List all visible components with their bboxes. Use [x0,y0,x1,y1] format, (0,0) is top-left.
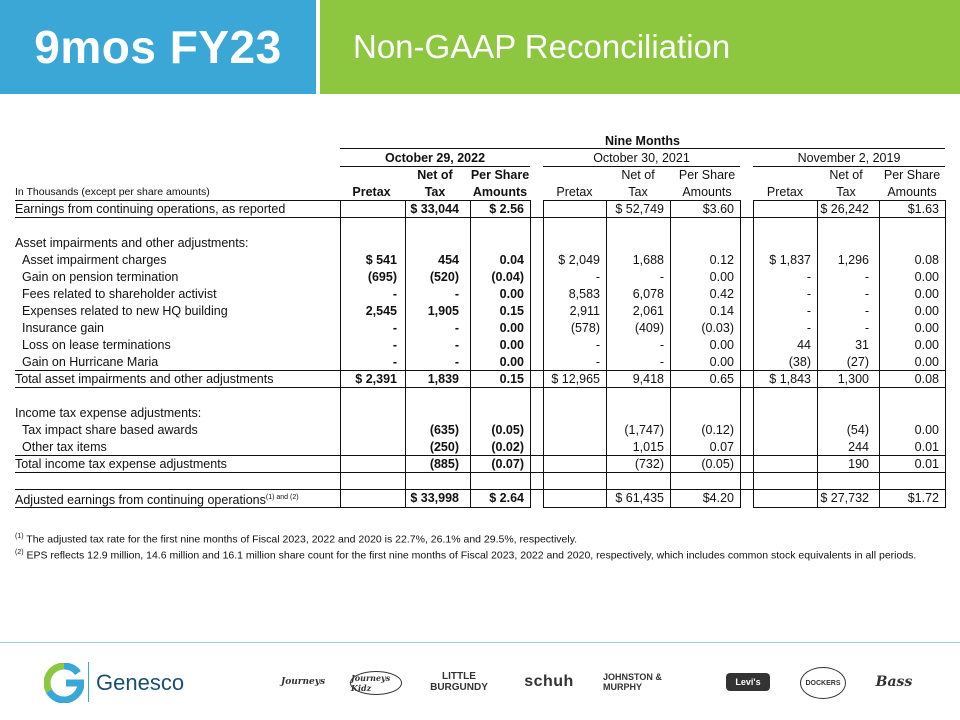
table-cell: (38) [788,355,811,369]
table-cell: 0.00 [914,287,939,301]
table-cell: 0.07 [709,440,734,454]
table-cell: 0.00 [499,338,524,352]
table-cell: (0.02) [491,440,524,454]
table-cell: 2,911 [569,304,600,318]
genesco-divider [88,662,89,702]
row-label: Gain on Hurricane Maria [22,355,159,369]
table-cell: 9,418 [632,372,664,386]
column-header: Amounts [472,185,528,199]
table-cell: (578) [570,321,600,335]
table-cell: 0.15 [499,372,524,386]
table-cell: 0.12 [709,253,734,267]
brand-logo-journeys: Journeys [280,677,326,687]
table-cell: - [806,287,811,301]
table-cell: 2,061 [632,304,664,318]
table-cell: $ 27,732 [820,491,869,505]
column-header: Net of [417,168,453,182]
total-rule [15,387,945,388]
table-cell: 0.01 [914,440,939,454]
table-cell: $ 541 [365,253,397,267]
column-rule [543,200,544,508]
table-cell: (27) [846,355,869,369]
column-header: Tax [628,185,648,199]
table-cell: $ 26,242 [820,202,869,216]
row-label: Total income tax expense adjustments [15,457,227,471]
table-cell: - [454,338,459,352]
table-cell: - [595,338,600,352]
table-cell: (0.12) [701,423,734,437]
table-cell: - [392,338,397,352]
table-cell: $ 33,044 [410,202,459,216]
table-rule [340,507,530,508]
column-header: Per Share [678,168,736,182]
table-cell: 454 [438,253,459,267]
footer-divider [0,642,960,643]
column-rule [670,200,671,508]
column-header: Per Share [470,168,530,182]
period-rule [753,166,945,167]
row-label: Asset impairments and other adjustments: [15,236,249,250]
table-cell: 190 [848,457,869,471]
table-cell: - [454,355,459,369]
table-cell: 1,839 [427,372,459,386]
footnote-1: $^{(1)}$ The adjusted tax rate for the first nine months of Fiscal 2023, 2022 and 2020 is 22.7%, 26.1% and 29.5%, respectively. [15,533,578,546]
table-cell: 0.00 [709,270,734,284]
table-rule [543,507,740,508]
column-header: Pretax [352,185,391,199]
total-rule [15,370,945,371]
table-cell: (0.05) [701,457,734,471]
column-header: Tax [424,185,446,199]
table-cell: 0.00 [499,355,524,369]
table-rule [340,200,530,201]
row-label: Adjusted earnings from continuing operations$^{(1) and (2)}$ [15,493,299,508]
column-rule [817,200,818,508]
table-cell: $ 12,965 [551,372,600,386]
table-cell: 0.08 [914,253,939,267]
total-rule [340,217,945,218]
table-cell: $ 2,049 [558,253,600,267]
table-cell: $4.20 [702,491,734,505]
total-rule [15,217,340,218]
column-header: Pretax [766,185,804,199]
total-rule [15,472,945,473]
brand-logo-dockers: DOCKERS [800,667,846,699]
row-label: Other tax items [22,440,107,454]
table-cell: 1,296 [837,253,869,267]
table-rule [753,200,945,201]
table-cell: - [659,355,664,369]
table-cell: 1,300 [837,372,869,386]
table-cell: (0.07) [491,457,524,471]
row-label: Fees related to shareholder activist [22,287,217,301]
table-cell: $ 52,749 [615,202,664,216]
table-cell: - [392,355,397,369]
row-label: Tax impact share based awards [22,423,198,437]
table-cell: (0.04) [491,270,524,284]
table-cell: 0.00 [914,270,939,284]
brand-logo-bass: Bass [875,674,913,690]
table-cell: 0.00 [499,321,524,335]
table-cell: 0.00 [914,338,939,352]
brand-logo-schuh: schuh [524,673,574,690]
row-label: Income tax expense adjustments: [15,406,202,420]
table-cell: (885) [429,457,459,471]
table-cell: $ 2,391 [355,372,397,386]
period-header-2021: October 30, 2021 [593,151,690,165]
column-header: Tax [836,185,856,199]
table-cell: - [864,287,869,301]
row-label: Earnings from continuing operations, as reported [15,202,286,216]
column-rule [879,200,880,508]
table-cell: (54) [846,423,869,437]
table-cell: $ 2.64 [489,491,524,505]
row-label: Total asset impairments and other adjustments [15,372,274,386]
table-cell: 0.14 [709,304,734,318]
table-cell: 0.00 [914,321,939,335]
table-cell: (635) [429,423,459,437]
column-rule [753,200,754,508]
table-cell: - [806,304,811,318]
table-cell: 44 [797,338,811,352]
table-cell: 1,905 [427,304,459,318]
column-header: Amounts [887,185,937,199]
table-cell: 2,545 [365,304,397,318]
total-rule [15,489,945,490]
group-header: Nine Months [605,134,680,148]
table-cell: - [659,270,664,284]
table-cell: - [659,338,664,352]
column-rule [945,200,946,508]
table-cell: $ 33,998 [410,491,459,505]
period-header-2019: November 2, 2019 [797,151,901,165]
table-cell: $1.63 [907,202,939,216]
table-cell: - [806,270,811,284]
brand-logo-little-burgundy: LITTLE BURGUNDY [430,671,488,693]
table-cell: - [864,321,869,335]
units-label: In Thousands (except per share amounts) [15,186,210,198]
footnote-2: $^{(2)}$ EPS reflects 12.9 million, 14.6 million and 16.1 million share count for the first nine months of Fiscal 2023, 2022 and 2020, respectively, which includes common stock equivalents in all periods. [15,549,917,562]
table-cell: - [392,321,397,335]
period-badge: 9mos FY23 [0,0,316,94]
table-cell: $3.60 [702,202,734,216]
column-rule [340,200,341,508]
total-rule [15,455,945,456]
table-cell: 0.00 [914,304,939,318]
row-label: Asset impairment charges [22,253,167,267]
column-rule [405,200,406,508]
table-cell: - [864,304,869,318]
table-cell: 0.00 [709,338,734,352]
table-cell: 0.00 [709,355,734,369]
table-cell: (250) [429,440,459,454]
genesco-logo-icon [44,663,84,703]
table-cell: $1.72 [907,491,939,505]
table-cell: 8,583 [568,287,600,301]
table-cell: 244 [848,440,869,454]
column-header: Net of [829,168,863,182]
column-header: Amounts [682,185,732,199]
period-header-2022: October 29, 2022 [384,151,486,165]
table-cell: 1,015 [632,440,664,454]
brand-logo-levi-s: Levi's [726,673,770,691]
table-cell: $ 1,837 [769,253,811,267]
table-cell: $ 61,435 [615,491,664,505]
page-title: Non-GAAP Reconciliation [320,0,960,94]
row-label: Insurance gain [22,321,105,335]
table-cell: 0.65 [709,372,734,386]
column-header: Per Share [883,168,941,182]
period-rule [543,166,740,167]
table-cell: 1,688 [632,253,664,267]
column-rule [530,200,531,508]
table-cell: 6,078 [632,287,664,301]
table-cell: - [454,287,459,301]
table-cell: (409) [634,321,664,335]
column-rule [606,200,607,508]
table-cell: 0.00 [914,423,939,437]
total-rule [15,507,340,508]
table-cell: (0.05) [491,423,524,437]
table-cell: - [392,287,397,301]
table-cell: - [454,321,459,335]
table-cell: 0.08 [914,372,939,386]
table-cell: 0.00 [914,355,939,369]
table-cell: (695) [367,270,397,284]
genesco-wordmark: Genesco [96,670,185,695]
table-cell: $ 2.56 [489,202,524,216]
table-cell: 0.42 [709,287,734,301]
table-cell: 31 [855,338,869,352]
row-label: Gain on pension termination [22,270,179,284]
table-cell: - [595,355,600,369]
table-cell: 0.04 [499,253,524,267]
table-cell: 0.01 [914,457,939,471]
table-cell: - [806,321,811,335]
table-cell: - [595,270,600,284]
total-rule [15,200,340,201]
table-rule [543,200,740,201]
table-cell: (1,747) [624,423,664,437]
table-cell: $ 1,843 [769,372,811,386]
brand-logo-journeys-kidz: Journeys Kidz [350,671,402,695]
row-label: Loss on lease terminations [22,338,171,352]
column-header: Net of [621,168,655,182]
adjusted-footnote-ref: (1) and (2) [265,494,299,501]
table-cell: (0.03) [701,321,734,335]
table-cell: 0.00 [499,287,524,301]
period-rule [340,166,530,167]
column-rule [740,200,741,508]
group-rule [340,148,945,149]
table-rule [753,507,945,508]
table-cell: 0.15 [499,304,524,318]
table-cell: - [864,270,869,284]
table-cell: (520) [429,270,459,284]
column-rule [470,200,471,508]
column-header: Pretax [556,185,593,199]
row-label: Expenses related to new HQ building [22,304,228,318]
table-cell: (732) [634,457,664,471]
brand-logo-johnston-murphy: JOHNSTON & MURPHY [603,672,662,692]
